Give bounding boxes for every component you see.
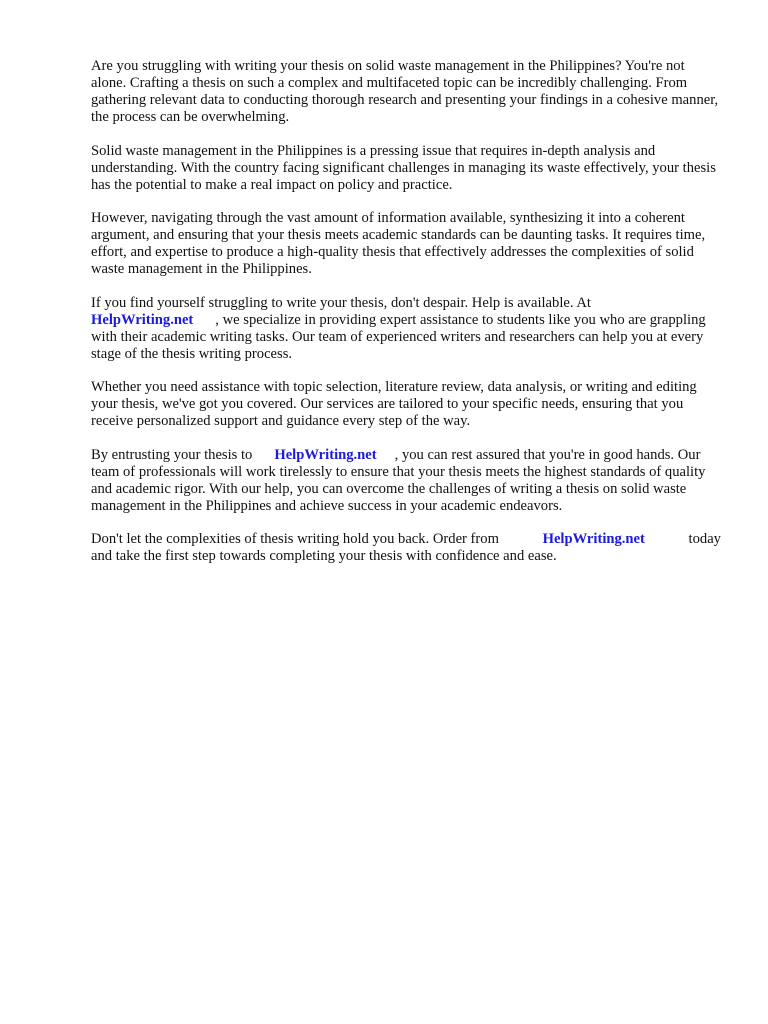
p7-text-after: and take the first step towards completing your thesis with confidence and ease.: [91, 548, 557, 564]
p6-text-after: , you can rest assured that you're in good hands. Our team of professionals will work tirelessly to ensure that your thesis meets the highest standards of quality and academic rigor. With our help, you can overcome the challenges of writing a thesis on solid waste management in the Philippines and achieve success in your academic endeavors.: [91, 446, 706, 514]
p4-text-before: If you find yourself struggling to write your thesis, don't despair. Help is available. At: [91, 294, 591, 311]
document-body: [91, 58, 721, 582]
order-first-line: [91, 531, 721, 548]
paragraph-order: [91, 531, 721, 565]
p7-word-today: today: [688, 531, 721, 547]
paragraph-help-available: [91, 295, 721, 363]
helpwriting-link-3[interactable]: HelpWriting.net: [542, 531, 645, 547]
p4-text-after: , we specialize in providing expert assistance to students like you who are grappling with their academic writing tasks. Our team of experienced writers and researchers can help you at every stage of the thesis writing process.: [91, 311, 706, 362]
p6-text-before: By entrusting your thesis to: [91, 446, 253, 463]
paragraph-challenges: However, navigating through the vast amount of information available, synthesizing it into a coherent argument, and ensuring that your thesis meets academic standards can be daunting tasks. It requires time, effort, and expertise to produce a high-quality thesis that effectively addresses the complexities of solid waste management in the Philippines.: [91, 210, 706, 277]
paragraph-intro: Are you struggling with writing your thesis on solid waste management in the Philippines? You're not alone. Crafting a thesis on such a complex and multifaceted topic can be incredibly challenging. From gathering relevant data to conducting thorough research and presenting your findings in a cohesive manner, the process can be overwhelming.: [91, 58, 719, 125]
helpwriting-link-2[interactable]: HelpWriting.net: [274, 446, 377, 463]
helpwriting-link-1[interactable]: HelpWriting.net: [91, 311, 194, 328]
p7-text-before: Don't let the complexities of thesis writing hold you back. Order from: [91, 531, 499, 547]
paragraph-entrust: [91, 447, 721, 515]
paragraph-services: Whether you need assistance with topic selection, literature review, data analysis, or writing and editing your thesis, we've got you covered. Our services are tailored to your specific needs, ensuring that you receive personalized support and guidance every step of the way.: [91, 379, 697, 429]
paragraph-issue: Solid waste management in the Philippines is a pressing issue that requires in-depth analysis and understanding. With the country facing significant challenges in managing its waste effectively, your thesis has the potential to make a real impact on policy and practice.: [91, 142, 716, 193]
